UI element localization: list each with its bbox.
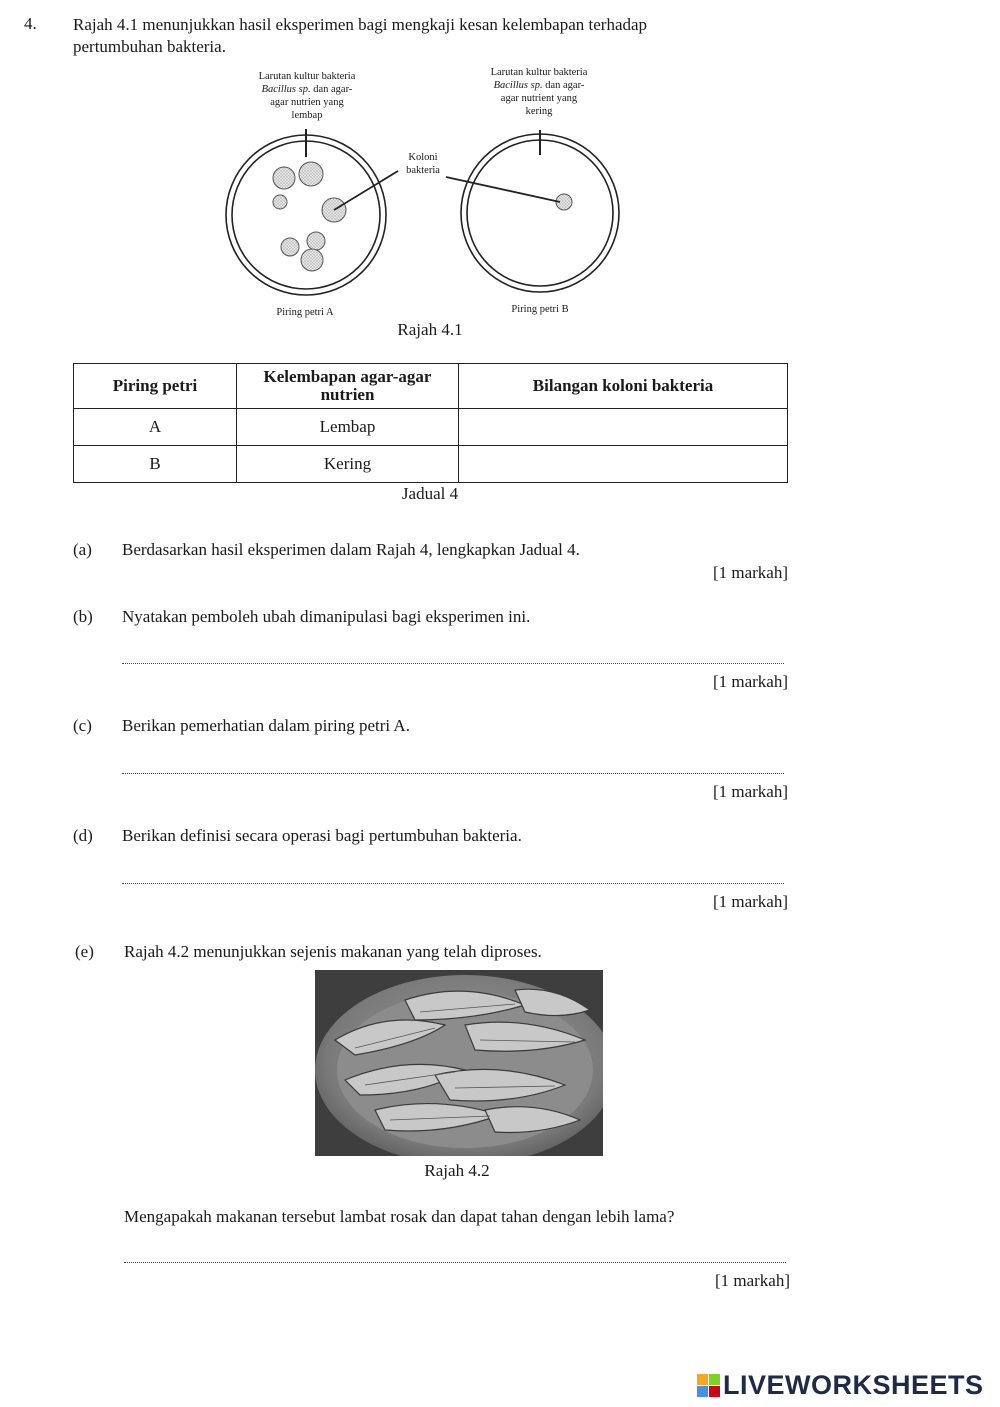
part-e-text: Rajah 4.2 menunjukkan sejenis makanan yang telah diproses. [124,942,542,961]
part-e-question: Mengapakah makanan tersebut lambat rosak dan dapat tahan dengan lebih lama? [124,1207,675,1226]
answer-cell-a[interactable] [459,409,788,446]
processed-food-photo [315,970,603,1156]
part-a-text: Berdasarkan hasil eksperimen dalam Rajah 4, lengkapkan Jadual 4. [122,540,580,559]
dish-a-label [232,70,382,122]
part-c-mark: [1 markah] [712,782,788,801]
species-name: Bacillus sp. [493,80,543,91]
petri-dish-b [446,130,619,292]
part-d-text: Berikan definisi secara operasi bagi pertumbuhan bakteria. [122,826,522,845]
question-intro-line2: pertumbuhan bakteria. [73,37,226,56]
part-a-label: (a) [73,540,92,559]
part-c-label: (c) [73,716,92,735]
part-d-mark: [1 markah] [712,892,788,911]
table-row [74,409,788,446]
dish-b-label-line2-rest: dan agar- [542,80,585,91]
part-c-text: Berikan pemerhatian dalam piring petri A. [122,716,410,735]
koloni-label-line1: Koloni [408,152,438,163]
cell-moisture: Kering [237,446,459,483]
dried-fish-image [315,970,603,1156]
petri-dish-diagram [220,125,630,305]
cell-dish: B [74,446,237,483]
answer-line-e[interactable] [124,1262,786,1263]
dish-a-name: Piring petri A [276,307,334,318]
answer-line-c[interactable] [122,773,784,774]
cell-dish: A [74,409,237,446]
header-piring-petri: Piring petri [74,364,237,409]
table-4-caption: Jadual 4 [401,484,459,503]
question-intro-line1: Rajah 4.1 menunjukkan hasil eksperimen bagi mengkaji kesan kelembapan terhadap [73,15,648,34]
table-header-row [74,364,788,409]
koloni-label-line2: bakteria [406,165,440,176]
liveworksheets-logo[interactable] [697,1370,984,1401]
dish-b-label [464,66,614,118]
dish-b-name: Piring petri B [511,304,569,315]
table-row [74,446,788,483]
dish-a-label-line4: lembap [291,110,323,121]
question-number: 4. [24,14,37,33]
part-a-mark: [1 markah] [712,563,788,582]
dish-b-label-line1: Larutan kultur bakteria [490,67,588,78]
figure-4-2-caption: Rajah 4.2 [424,1161,490,1180]
part-e-mark: [1 markah] [714,1271,790,1290]
dish-b-label-line2 [464,79,614,92]
logo-text: LIVEWORKSHEETS [723,1370,984,1400]
colonies-a [273,162,346,271]
answer-line-d[interactable] [122,883,784,884]
part-b-mark: [1 markah] [712,672,788,691]
part-e-label: (e) [75,942,94,961]
header-bilangan-koloni: Bilangan koloni bakteria [459,364,788,409]
dish-b-label-line3: agar nutrient yang [500,93,578,104]
part-d-label: (d) [73,826,93,845]
answer-cell-b[interactable] [459,446,788,483]
figure-4-1-caption: Rajah 4.1 [397,320,463,339]
dish-a-label-line2-rest: dan agar- [310,84,353,95]
part-b-label: (b) [73,607,93,626]
dish-a-label-line2 [232,83,382,96]
dish-a-label-line1: Larutan kultur bakteria [258,71,356,82]
header-kelembapan: Kelembapan agar-agar nutrien [237,364,459,409]
species-name: Bacillus sp. [261,84,311,95]
table-4 [73,363,788,483]
cell-moisture: Lembap [237,409,459,446]
answer-line-b[interactable] [122,663,784,664]
logo-grid-icon [697,1374,720,1397]
petri-dish-a [226,129,398,295]
dish-b-label-line4: kering [525,106,553,117]
question-intro [73,14,753,58]
part-b-text: Nyatakan pemboleh ubah dimanipulasi bagi eksperimen ini. [122,607,531,626]
dish-a-label-line3: agar nutrien yang [270,97,344,108]
